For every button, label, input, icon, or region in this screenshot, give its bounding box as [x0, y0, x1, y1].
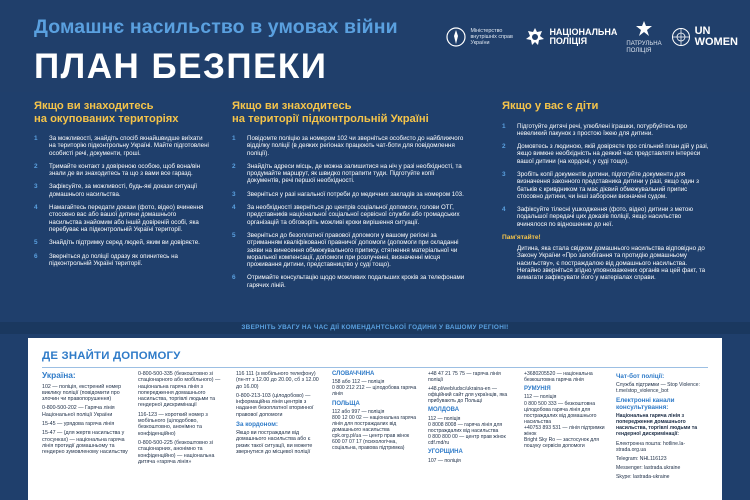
list-item: 1 Підготуйте дитячі речі, улюблені іграшки, потурбуйтесь про невеликий пакунок з простою їжею для дитини. — [502, 122, 688, 137]
country-heading: МОЛДОВА — [428, 407, 460, 414]
contact-line: Служба підтримки — Stop Violence: t.me/stop_violence_bot — [616, 382, 700, 395]
hotline-description: Національна гаряча лінія з попередження домашнього насильства, торгівлі людьми та гендерної дискримінації: — [616, 413, 698, 438]
unwomen-logo-text: UN WOMEN — [694, 25, 738, 48]
list-item: 2 Домовтесь з людиною, якій довіряєте про спільний план дій у разі, якщо вимкне необхідність на деякий час представляти інтереси вашої дитини (на кордоні, у суді тощо). — [502, 143, 709, 165]
police-badge-icon — [525, 27, 545, 47]
help-online-column — [616, 371, 712, 483]
list-item: 3 Зробіть копії документів дитини, підготуйте документи для визначення законного представника дитини у разі, якщо один з батьків є кривдником та має дієвий обмежувальний припис стосовно дитини, чи інші заборони визначені судом. — [502, 170, 699, 200]
abroad-heading: За кордоном: — [236, 421, 278, 429]
ukraine-heading: Україна: — [42, 370, 76, 380]
occupied-territories-heading: Якщо ви знаходитесь на окупованих територіях — [34, 100, 179, 125]
help-hotlines-column — [138, 371, 228, 468]
controlled-territory-list — [232, 135, 468, 289]
country-heading: УГОРЩИНА — [428, 449, 463, 456]
partner-logos — [446, 20, 738, 54]
help-title: ДЕ ЗНАЙТИ ДОПОМОГУ — [42, 350, 181, 362]
contact-line: 102 — поліція, екстрений номер виклику поліції (повідомити про злочин чи правопорушення) — [42, 383, 122, 403]
children-section — [502, 100, 712, 282]
contact-line: Skype: lastrada-ukraine — [616, 473, 670, 480]
help-divider — [42, 367, 708, 368]
country-contacts: 112 або 997 — поліція 800 12 00 02 — національна гаряча лінія для постраждалих від домашнього насильства cpk.org.pl/ua — центр прав жінок 600 07 07 17 (психологічна, соціальна, правова підтримка) — [332, 408, 417, 452]
list-item: 3 Зафіксуйте, за можливості, будь-які докази ситуації домашнього насильства. — [34, 183, 198, 198]
contact-line: Електронна пошта: hotline.la-strada.org.ua — [616, 440, 686, 453]
contact-line: 0-800-500-335 (безкоштовно зі стаціонарного або мобільного) — національна гаряча лінія з попередження домашнього насильства, торгівлі людьми та гендерної дискримінації — [138, 371, 221, 409]
list-item: 1 Повідомте поліцію за номером 102 чи зверніться особисто до найближчого відділку поліції (в деяких регіонах працюють чат-боти для повідомлення поліції). — [232, 135, 464, 157]
contact-line: 0-800-500-202 — Гаряча лінія Національної поліції України — [42, 405, 115, 418]
controlled-territory-heading: Якщо ви знаходитесь на території підконтрольній Україні — [232, 100, 429, 125]
patrol-logo-text: ПАТРУЛЬНА ПОЛІЦІЯ — [626, 41, 662, 54]
poster-title: ПЛАН БЕЗПЕКИ — [34, 47, 328, 86]
ministry-logo-text: Міністерство внутрішніх справ України — [470, 28, 513, 46]
country-heading: ПОЛЬЩА — [332, 400, 360, 407]
country-heading: РУМУНІЯ — [524, 386, 551, 393]
header — [0, 0, 750, 92]
patrol-police-icon — [634, 20, 654, 40]
contact-line: 0-800-500-225 (безкоштовно зі стаціонарних, анонімно та конфіденційно) — національна дитяча «гаряча лінія» — [138, 439, 215, 465]
police-logo — [525, 27, 617, 47]
list-item: 4 За необхідності зверніться до центрів соціальної допомоги, голови ОТГ, представників національної соціальної сервісної служби або громадських організацій та обговоріть можливі кроки вирішення ситуації. — [232, 204, 460, 226]
contact-line: Messenger: lastrada.ukraine — [616, 464, 681, 471]
police-logo-text: НАЦІОНАЛЬНА ПОЛІЦІЯ — [549, 26, 618, 46]
contact-line: 15-47 — (для жертв насильства у стосунках) — національна гаряча лінія протидії домашньому та гендерно зумовленому насильству — [42, 430, 128, 456]
ministry-emblem-icon — [446, 27, 466, 47]
controlled-territory-section — [232, 100, 468, 295]
list-item: 3 Зверніться у разі нагальної потреби до медичних закладів за номером 103. — [232, 190, 464, 198]
chatbot-heading: Чат-бот поліції: — [616, 373, 665, 380]
country-contacts: 112 — поліція 0 800 500 333 — безкоштовна цілодобова гаряча лінія для постраждалих від домашнього насильства +40753 893 531 — лінія підтримки жінок Bright Sky Ro — застосунок для пошуку сервісів допомоги — [524, 394, 605, 450]
list-item: 5 Зверніться до безоплатної правової допомоги у вашому регіоні за отриманням кваліфікованої правничої допомоги (допомоги при складанні заяви на винесення обмежувального припису, стягнення матеріальної чи моральної компенсації, допомоги при розлученні, визначенні місця проживання дитини, представництво у суді тощо). — [232, 231, 459, 269]
unwomen-logo — [671, 26, 738, 48]
help-romania-column — [524, 371, 608, 452]
country-contacts: 107 — поліція — [428, 457, 461, 464]
un-emblem-icon — [671, 27, 691, 47]
country-heading: СЛОВАЧЧИНА — [332, 371, 375, 377]
help-abroad-column — [236, 371, 324, 458]
list-item: 1 За можливості, знайдіть спосіб якнайшвидше виїхати на територію підконтрольну Україні. Майте підготовлені особисті речі, документи, гроші. — [34, 135, 209, 157]
contact-line: Telegram: NHL116123 — [616, 455, 667, 462]
contact-line: +3680205520 — національна безкоштовна гаряча лінія — [524, 371, 593, 384]
remember-note-title: Пам'ятайте! — [502, 234, 541, 242]
remember-note-text: Дитина, яка стала свідком домашнього насильства відповідно до Закону України «Про запобігання та протидію домашньому насильству», є постраждалою від домашнього насильства. Негайно зверніться згідно уповноважених органів на цей факт, та вимагати зафіксувати його у матеріалах справи. — [517, 245, 706, 282]
contact-line: 15-45 — урядова гаряча лінія — [42, 420, 115, 427]
country-contacts: 112 — поліція 0 8008 8008 — гаряча лінія для постраждалих від насильства 0 800 800 00 — центр прав жінок cdf.md/ru — [428, 415, 506, 447]
occupied-territories-section — [34, 100, 210, 273]
patrol-logo — [626, 20, 661, 54]
help-section — [28, 338, 722, 500]
poster-subtitle: Домашнє насильство в умовах війни — [34, 16, 398, 38]
list-item: 4 Намагайтесь передати докази (фото, відео) вчинення стосовно вас або вашої дитини домашнього насильства знайомим або іншій довіреній особі, яка перебуває на підконтрольній Україні території. — [34, 204, 204, 233]
help-moldova-hungary-column — [428, 371, 516, 467]
occupied-territories-list — [34, 135, 210, 267]
children-heading: Якщо у вас є діти — [502, 100, 599, 112]
online-channels-heading: Електронні канали консультування: — [616, 397, 675, 412]
contact-line: 116-123 — короткий номер з мобільного (цілодобово, безкоштовно, анонімно та конфіденційно) — [138, 411, 208, 437]
list-item: 2 Знайдіть адреси місць, де можна залишитися на ніч у разі необхідності, та продумайте маршрут, як швидко потрапити туди. Підготуйте копії документів, речі першої необхідності. — [232, 162, 462, 185]
ministry-logo — [446, 27, 516, 47]
list-item: 6 Отримайте консультацію щодо можливих подальших кроків за телефонами гарячих ліній. — [232, 274, 465, 289]
country-contacts: 158 або 112 — поліція 0 800 212 212 — цілодобова гаряча лінія — [332, 379, 417, 398]
list-item: 2 Тримайте контакт з довіреною особою, щоб вона/він знали де ви знаходитесь та що з вами все гаразд. — [34, 162, 201, 178]
curfew-banner: ЗВЕРНІТЬ УВАГУ НА ЧАС ДІЇ КОМЕНДАНТСЬКОЇ ГОДИНИ У ВАШОМУ РЕГІОНІ! — [0, 322, 750, 334]
list-item: 4 Зафіксуйте тілесні ушкодження (фото, відео) дитини з метою подальшої передачі цих доказів поліції, якщо насильство вчинялося по відношенню до неї. — [502, 206, 693, 228]
list-item: 5 Знайдіть підтримку серед людей, яким ви довіряєте. — [34, 239, 200, 247]
children-list — [502, 123, 712, 229]
list-item: 6 Зверніться до поліції одразу як опинитесь на підконтрольній Україні території. — [34, 252, 178, 267]
abroad-text: Якщо ви постраждали від домашнього насильства або є ризик такої ситуації, ви можете звернутися до місцевої поліції — [236, 430, 313, 455]
contact-line: +48 47 21 75 75 — гаряча лінія поліції — [428, 371, 501, 384]
help-slovakia-poland-column — [332, 371, 420, 455]
contact-line: 116 111 (з мобільного телефону) (пн-пт з 12.00 до 20.00, сб з 12.00 до 16.00) — [236, 371, 319, 390]
contact-line: +48.pl/web/udsc/ukraina-en — офіційний сайт для українців, яка прибувають до Польщі — [428, 386, 508, 405]
help-ukraine-column — [42, 371, 130, 458]
contact-line: 0-800-213-103 (цілодобово) — інформаційна лінія центрів з надання безоплатної вторинної правової допомоги — [236, 392, 314, 418]
